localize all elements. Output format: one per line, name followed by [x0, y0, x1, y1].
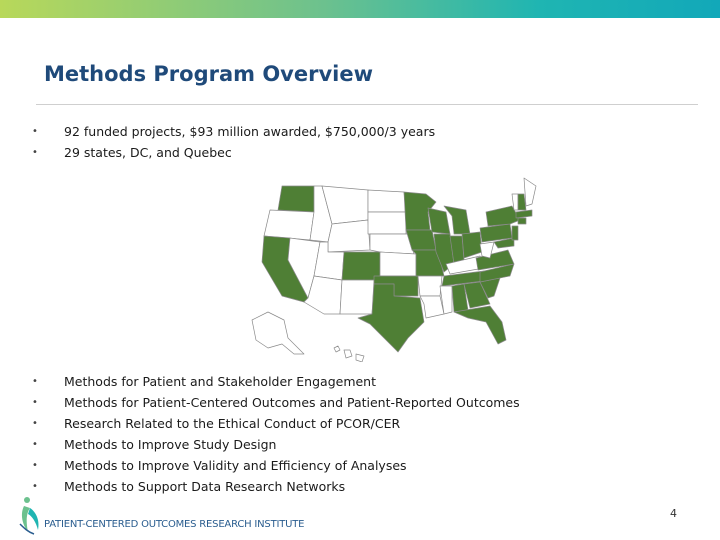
state-or: [264, 210, 314, 240]
state-me: [524, 178, 536, 206]
bullet-item: • Methods for Patient-Centered Outcomes and Patient-Reported Outcomes: [30, 392, 520, 413]
state-oh: [462, 232, 482, 258]
header-gradient-bar: [0, 0, 720, 18]
program-bullet-list: [30, 371, 520, 497]
state-wy: [328, 220, 370, 252]
bullet-item: • 29 states, DC, and Quebec: [30, 142, 435, 163]
slide-title: Methods Program Overview: [44, 62, 373, 86]
bullet-item: • Research Related to the Ethical Conduct of PCOR/CER: [30, 413, 520, 434]
state-wa: [278, 186, 314, 212]
state-ks: [380, 252, 416, 276]
state-nj: [512, 226, 518, 240]
bullet-item: • 92 funded projects, $93 million awarded, $750,000/3 years: [30, 121, 435, 142]
footer-organization-name: PATIENT-CENTERED OUTCOMES RESEARCH INSTITUTE: [44, 519, 305, 530]
state-ar: [418, 276, 442, 296]
title-divider: [36, 104, 698, 105]
state-sd: [368, 212, 406, 234]
us-funded-states-map: [248, 172, 538, 362]
bullet-item: • Methods to Support Data Research Networks: [30, 476, 520, 497]
state-ct: [518, 218, 526, 224]
state-nm: [340, 280, 374, 314]
state-la: [420, 296, 444, 318]
page-number: 4: [670, 507, 677, 520]
state-nh: [518, 194, 526, 210]
state-ak: [252, 312, 304, 354]
state-ma: [516, 210, 532, 218]
bullet-item: • Methods to Improve Validity and Efficiency of Analyses: [30, 455, 520, 476]
state-hi: [334, 346, 364, 362]
summary-bullet-list: [30, 121, 435, 163]
state-fl: [454, 306, 506, 344]
state-nd: [368, 190, 406, 212]
state-ne: [370, 234, 414, 254]
bullet-item: • Methods to Improve Study Design: [30, 434, 520, 455]
bullet-item: • Methods for Patient and Stakeholder Engagement: [30, 371, 520, 392]
